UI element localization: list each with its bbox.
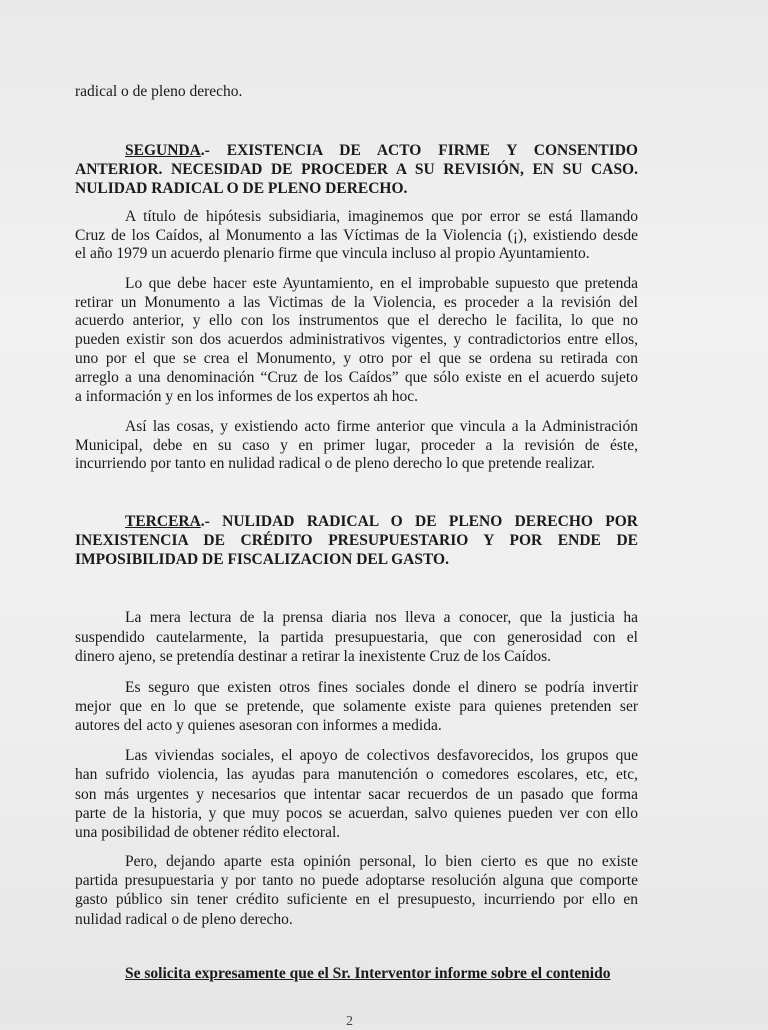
text-line: incurriendo por tanto en nulidad radical o de pleno derecho lo que pretende realizar. xyxy=(75,455,595,472)
section-heading-segunda xyxy=(75,142,638,160)
text-line: Pero, dejando aparte esta opinión personal, lo bien cierto es que no existe xyxy=(125,853,638,870)
text-line: Las viviendas sociales, el apoyo de colectivos desfavorecidos, los grupos que xyxy=(125,747,638,764)
section-heading-text: .- NULIDAD RADICAL O DE PLENO DERECHO POR xyxy=(200,513,638,530)
section-heading-line: NULIDAD RADICAL O DE PLENO DERECHO. xyxy=(75,180,408,197)
section-number: TERCERA xyxy=(125,513,201,530)
text-line: gasto público sin tener crédito suficiente en el presupuesto, incurriendo por ello en xyxy=(75,891,638,908)
text-line: suspendido cautelarmente, la partida presupuestaria, que con generosidad con el xyxy=(75,629,638,646)
section-heading-tercera xyxy=(75,513,638,531)
text-line: pueden existir son dos acuerdos administrativos vigentes, y contradictorios entre ellos, xyxy=(75,331,638,348)
final-request: Se solicita expresamente que el Sr. Interventor informe sobre el contenido xyxy=(125,965,611,982)
section-heading-line: ANTERIOR. NECESIDAD DE PROCEDER A SU REVISIÓN, EN SU CASO. xyxy=(75,161,638,178)
section-heading-line: IMPOSIBILIDAD DE FISCALIZACION DEL GASTO. xyxy=(75,551,449,568)
text-line: nulidad radical o de pleno derecho. xyxy=(75,911,293,928)
text-line: han sufrido violencia, las ayudas para manutención o comedores escolares, etc, etc, xyxy=(75,766,638,783)
section-heading-line: INEXISTENCIA DE CRÉDITO PRESUPUESTARIO Y POR ENDE DE xyxy=(75,532,638,549)
text-line: arreglo a una denominación “Cruz de los Caídos” que sólo existe en el acuerdo sujeto xyxy=(75,369,638,386)
text-line: son más urgentes y necesarios que intentar sacar recuerdos de un pasado que forma xyxy=(75,786,638,803)
text-line: Cruz de los Caídos, al Monumento a las Víctimas de la Violencia (¡), existiendo desde xyxy=(75,227,638,244)
text-line: una posibilidad de obtener rédito electoral. xyxy=(75,824,341,841)
text-line: Municipal, debe en su caso y en primer lugar, proceder a la revisión de éste, xyxy=(75,437,638,454)
text-line: partida presupuestaria y por tanto no puede adoptarse resolución alguna que comporte xyxy=(75,872,638,889)
text-line: A título de hipótesis subsidiaria, imaginemos que por error se está llamando xyxy=(125,208,638,225)
text-line: radical o de pleno derecho. xyxy=(75,83,243,100)
text-line: el año 1979 un acuerdo plenario firme que vincula incluso al propio Ayuntamiento. xyxy=(75,245,590,262)
text-line: Es seguro que existen otros fines sociales donde el dinero se podría invertir xyxy=(125,679,638,696)
text-line: mejor que en lo que se pretende, que solamente existe para quienes pretenden ser xyxy=(75,698,638,715)
text-line: a información y en los informes de los expertos ah hoc. xyxy=(75,388,419,405)
text-line: retirar un Monumento a las Victimas de la Violencia, es proceder a la revisión del xyxy=(75,294,638,311)
text-line: dinero ajeno, se pretendía destinar a retirar la inexistente Cruz de los Caídos. xyxy=(75,648,552,665)
text-line: acuerdo anterior, y ello con los instrumentos que el derecho le facilita, lo que no xyxy=(75,312,638,329)
text-line: uno por el que se crea el Monumento, y otro por el que se ordena su retirada con xyxy=(75,350,638,367)
section-heading-text: .- EXISTENCIA DE ACTO FIRME Y CONSENTIDO xyxy=(200,142,638,159)
text-line: parte de la historia, y que muy pocos se acuerdan, salvo quienes pueden ver con ello xyxy=(75,805,638,822)
text-line: Así las cosas, y existiendo acto firme anterior que vincula a la Administración xyxy=(125,418,638,435)
text-line: La mera lectura de la prensa diaria nos lleva a conocer, que la justicia ha xyxy=(125,609,638,626)
text-line: autores del acto y quienes asesoran con informes a medida. xyxy=(75,717,442,734)
text-line: Lo que debe hacer este Ayuntamiento, en el improbable supuesto que pretenda xyxy=(125,275,638,292)
page-number: 2 xyxy=(346,1014,353,1029)
section-number: SEGUNDA xyxy=(125,142,201,159)
